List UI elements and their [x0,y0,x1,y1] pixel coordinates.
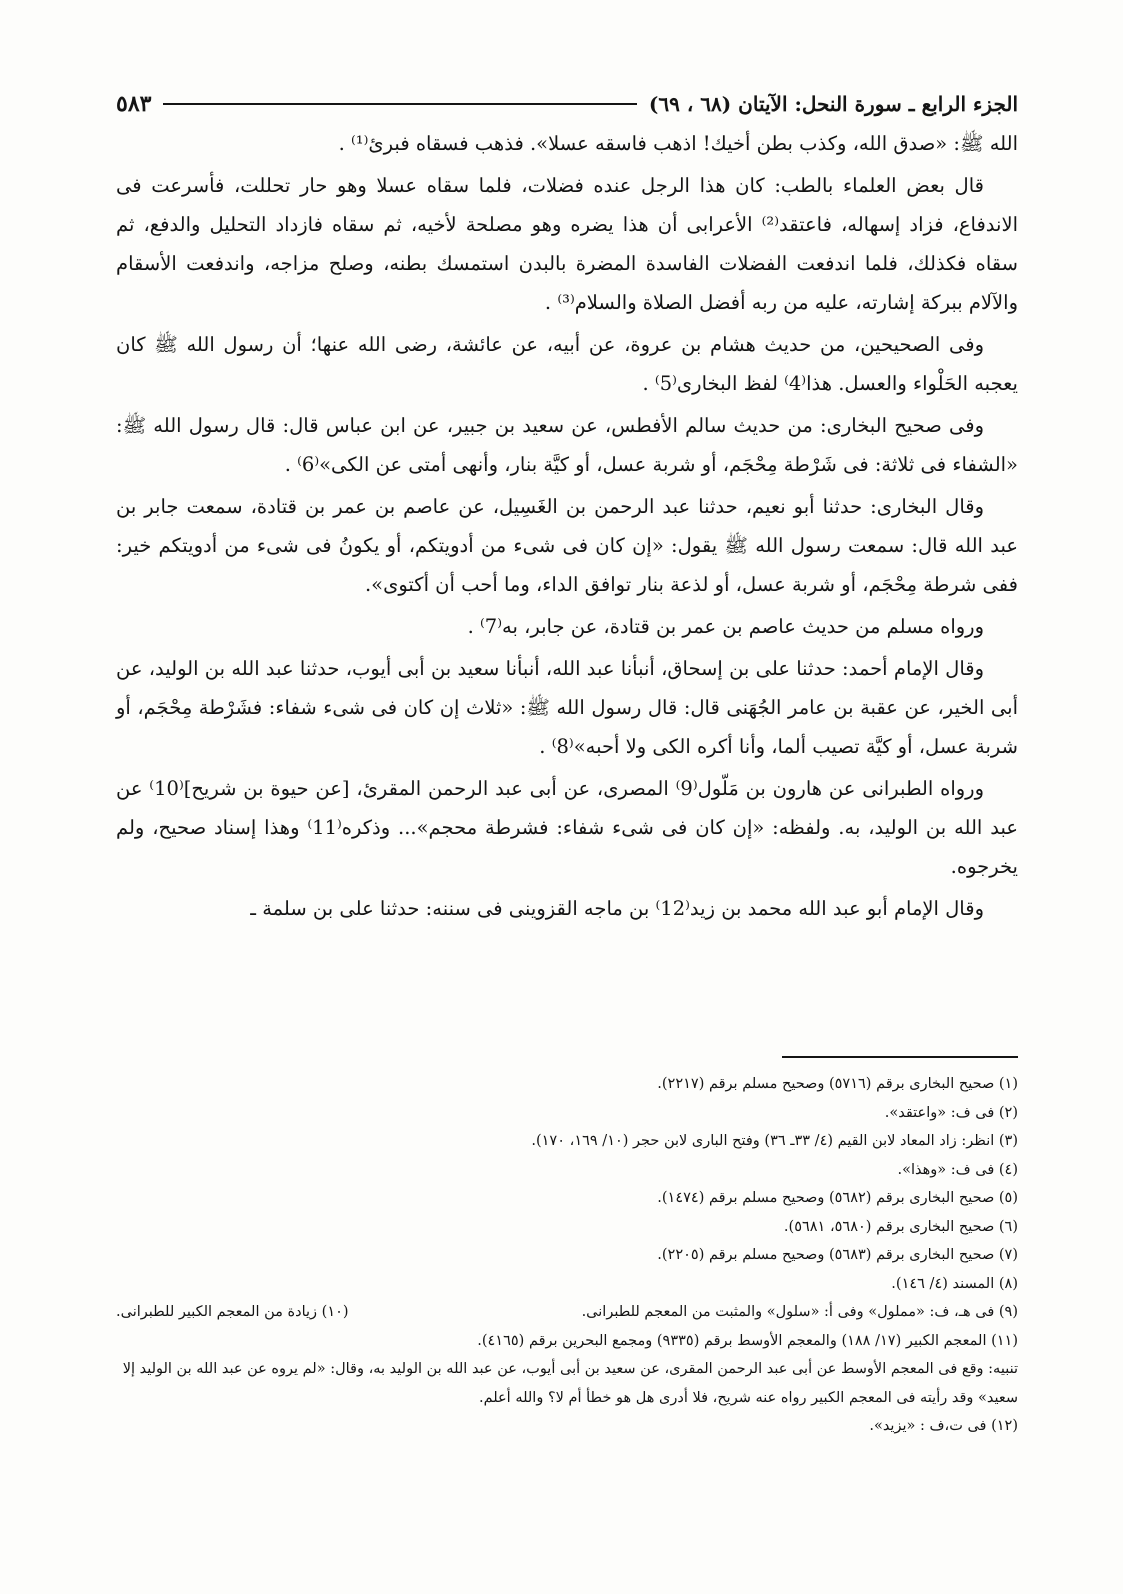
footnote-3: (٣) انظر: زاد المعاد لابن القيم (٤/ ٣٣ـ ٣٦) وفتح البارى لابن حجر (١٠/ ١٦٩، ١٧٠). [531,1133,1018,1149]
page-number: ٥٨٣ [116,91,152,117]
paragraph-1: الله ﷺ: «صدق الله، وكذب بطن أخيك! اذهب فاسقه عسلا». فذهب فسقاه فبرئ⁽¹⁾ . [338,132,1018,155]
footnote-2: (٢) فى ف: «واعتقد». [884,1104,1018,1121]
paragraph-8: ورواه الطبرانى عن هارون بن مَلّول⁽9⁾ المصرى، عن أبى عبد الرحمن المقرئ، [عن حيوة بن شريح]⁽10⁾ عن عبد الله بن الوليد، به. ولفظه: «إن كان فى شىء شفاء: فشرطة محجم»... وذكره⁽11⁾ وهذا إسناد صحيح، ولم يخرجوه. [116,777,1018,878]
footnote-5: (٥) صحيح البخارى برقم (٥٦٨٢) وصحيح مسلم برقم (١٤٧٤). [657,1190,1018,1206]
footnote-6: (٦) صحيح البخارى برقم (٥٦٨٠، ٥٦٨١). [783,1218,1018,1235]
paragraph-3: وفى الصحيحين، من حديث هشام بن عروة، عن أبيه، عن عائشة، رضى الله عنها؛ أن رسول الله ﷺ كان يعجبه الحَلْواء والعسل. هذا⁽4⁾ لفظ البخارى⁽5⁾ . [116,333,1018,395]
paragraph-7: وقال الإمام أحمد: حدثنا على بن إسحاق، أنبأنا عبد الله، أنبأنا سعيد بن أبى أيوب، حدثنا عبد الله بن الوليد، عن أبى الخير، عن عقبة بن عامر الجُهَنى قال: قال رسول الله ﷺ: «ثلاث إن كان فى شىء شفاء: فشَرْطة مِحْجَم، أو شربة عسل، أو كيَّة تصيب ألما، وأنا أكره الكى ولا أحبه»⁽8⁾ . [116,657,1018,758]
header-rule [163,103,636,105]
footnote-4: (٤) فى ف: «وهذا». [897,1161,1018,1178]
main-text [116,124,1018,931]
paragraph-6: ورواه مسلم من حديث عاصم بن عمر بن قتادة، عن جابر، به⁽7⁾ . [467,615,984,638]
page-header [116,84,1018,124]
footnote-7: (٧) صحيح البخارى برقم (٥٦٨٣) وصحيح مسلم برقم (٢٢٠٥). [657,1247,1018,1263]
footnote-8: (٨) المسند (٤/ ١٤٦). [891,1275,1018,1292]
footnote-12: (١٢) فى ت،ف : «يزيد». [869,1418,1018,1434]
footnote-1: (١) صحيح البخارى برقم (٥٧١٦) وصحيح مسلم برقم (٢٢١٧). [657,1076,1018,1092]
footnote-11: (١١) المعجم الكبير (١٧/ ١٨٨) والمعجم الأوسط برقم (٩٣٣٥) ومجمع البحرين برقم (٤١٦٥). [477,1332,1018,1349]
footnotes [116,1070,1018,1441]
footnote-10: (١٠) زيادة من المعجم الكبير للطبرانى. [116,1304,349,1320]
footnote-note: تنبيه: وقع فى المعجم الأوسط عن أبى عبد الرحمن المقرى، عن سعيد بن أبى أيوب، عن عبد الله بن الوليد به، وقال: «لم يروه عن عبد الله بن الوليد إلا سعيد» وقد رأيته فى المعجم الكبير رواه عنه شريح، فلا أدرى هل هو خطأ أم لا؟ والله أعلم. [122,1361,1018,1406]
paragraph-9: وقال الإمام أبو عبد الله محمد بن زيد⁽12⁾ بن ماجه القزوينى فى سننه: حدثنا على بن سلمة ـ [250,897,984,920]
running-title: الجزء الرابع ـ سورة النحل: الآيتان (٦٨ ، ٦٩) [648,92,1018,116]
footnote-row-9-10 [116,1298,1018,1327]
footnote-9: (٩) فى هـ، ف: «مملول» وفى أ: «سلول» والمثبت من المعجم للطبرانى. [581,1304,1018,1320]
paragraph-4: وفى صحيح البخارى: من حديث سالم الأفطس، عن سعيد بن جبير، عن ابن عباس قال: قال رسول الله ﷺ: «الشفاء فى ثلاثة: فى شَرْطة مِحْجَم، أو شربة عسل، أو كيَّة بنار، وأنهى أمتى عن الكى»⁽6⁾ . [116,414,1018,476]
paragraph-5: وقال البخارى: حدثنا أبو نعيم، حدثنا عبد الرحمن بن الغَسِيل، عن عاصم بن عمر بن قتادة، سمعت جابر بن عبد الله قال: سمعت رسول الله ﷺ يقول: «إن كان فى شىء من أدويتكم، أو يكونُ فى شىء من أدويتكم خير: ففى شرطة مِحْجَم، أو شربة عسل، أو لذعة بنار توافق الداء، وما أحب أن أكتوى». [116,495,1018,596]
footnote-separator [782,1056,1018,1058]
paragraph-2: قال بعض العلماء بالطب: كان هذا الرجل عنده فضلات، فلما سقاه عسلا وهو حار تحللت، فأسرعت فى الاندفاع، فزاد إسهاله، فاعتقد⁽²⁾ الأعرابى أن هذا يضره وهو مصلحة لأخيه، ثم سقاه فازداد التحليل والدفع، ثم سقاه فكذلك، فلما اندفعت الفضلات الفاسدة المضرة بالبدن استمسك بطنه، وصلح مزاجه، واندفعت الأسقام والآلام ببركة إشارته، عليه من ربه أفضل الصلاة والسلام⁽³⁾ . [116,174,1019,314]
